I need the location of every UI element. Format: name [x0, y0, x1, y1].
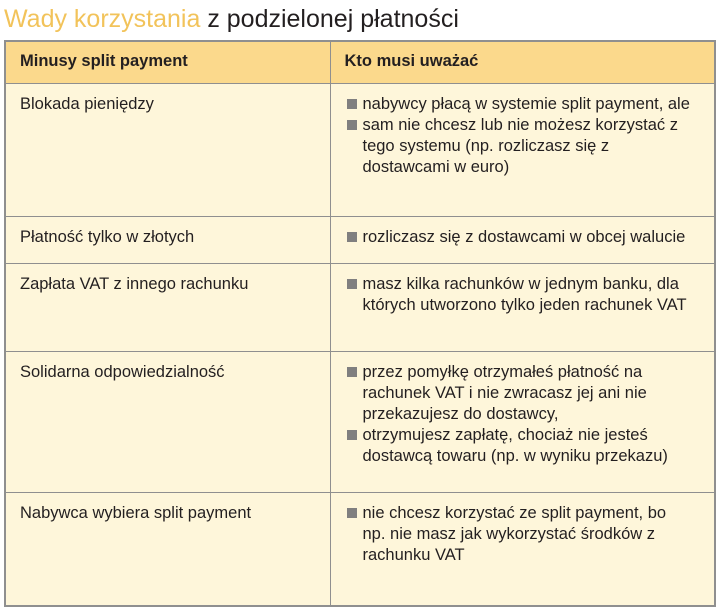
row-conditions: [330, 493, 715, 607]
table-row: [5, 352, 715, 493]
condition-item: [347, 362, 705, 425]
table-row: [5, 84, 715, 217]
square-bullet-icon: [347, 232, 357, 242]
row-minus: Nabywca wybiera split payment: [5, 493, 330, 607]
row-conditions: [330, 217, 715, 264]
condition-item: [347, 227, 705, 248]
title-accent: Wady korzystania: [4, 5, 201, 33]
square-bullet-icon: [347, 430, 357, 440]
row-conditions: [330, 84, 715, 217]
condition-item: [347, 115, 705, 178]
row-conditions: [330, 352, 715, 493]
square-bullet-icon: [347, 99, 357, 109]
square-bullet-icon: [347, 367, 357, 377]
square-bullet-icon: [347, 508, 357, 518]
header-who: Kto musi uważać: [330, 41, 715, 84]
condition-text: przez pomyłkę otrzymałeś płatność na rachunek VAT i nie zwracasz jej ani nie przekazujesz do dostawcy,: [362, 363, 647, 423]
condition-item: [347, 94, 705, 115]
condition-item: [347, 503, 705, 566]
row-minus: Blokada pieniędzy: [5, 84, 330, 217]
row-minus: Solidarna odpowiedzialność: [5, 352, 330, 493]
row-minus: Płatność tylko w złotych: [5, 217, 330, 264]
condition-text: nabywcy płacą w systemie split payment, ale: [362, 95, 690, 113]
condition-text: masz kilka rachunków w jednym banku, dla których utworzono tylko jeden rachunek VAT: [362, 275, 687, 314]
row-conditions: [330, 264, 715, 352]
condition-text: otrzymujesz zapłatę, chociaż nie jesteś dostawcą towaru (np. w wyniku przekazu): [362, 426, 668, 465]
square-bullet-icon: [347, 120, 357, 130]
table-row: [5, 264, 715, 352]
split-payment-table: [4, 40, 716, 607]
condition-item: [347, 425, 705, 467]
table-row: [5, 217, 715, 264]
condition-text: rozliczasz się z dostawcami w obcej walucie: [362, 228, 686, 246]
condition-text: nie chcesz korzystać ze split payment, bo np. nie masz jak wykorzystać środków z rachunku VAT: [362, 504, 667, 564]
infographic-title: [4, 2, 459, 36]
row-minus: Zapłata VAT z innego rachunku: [5, 264, 330, 352]
header-minus: Minusy split payment: [5, 41, 330, 84]
square-bullet-icon: [347, 279, 357, 289]
title-rest: z podzielonej płatności: [200, 5, 459, 33]
header-row: [5, 41, 715, 84]
condition-text: sam nie chcesz lub nie możesz korzystać z tego systemu (np. rozliczasz się z dostawcami w euro): [362, 116, 678, 176]
table-row: [5, 493, 715, 607]
condition-item: [347, 274, 705, 316]
